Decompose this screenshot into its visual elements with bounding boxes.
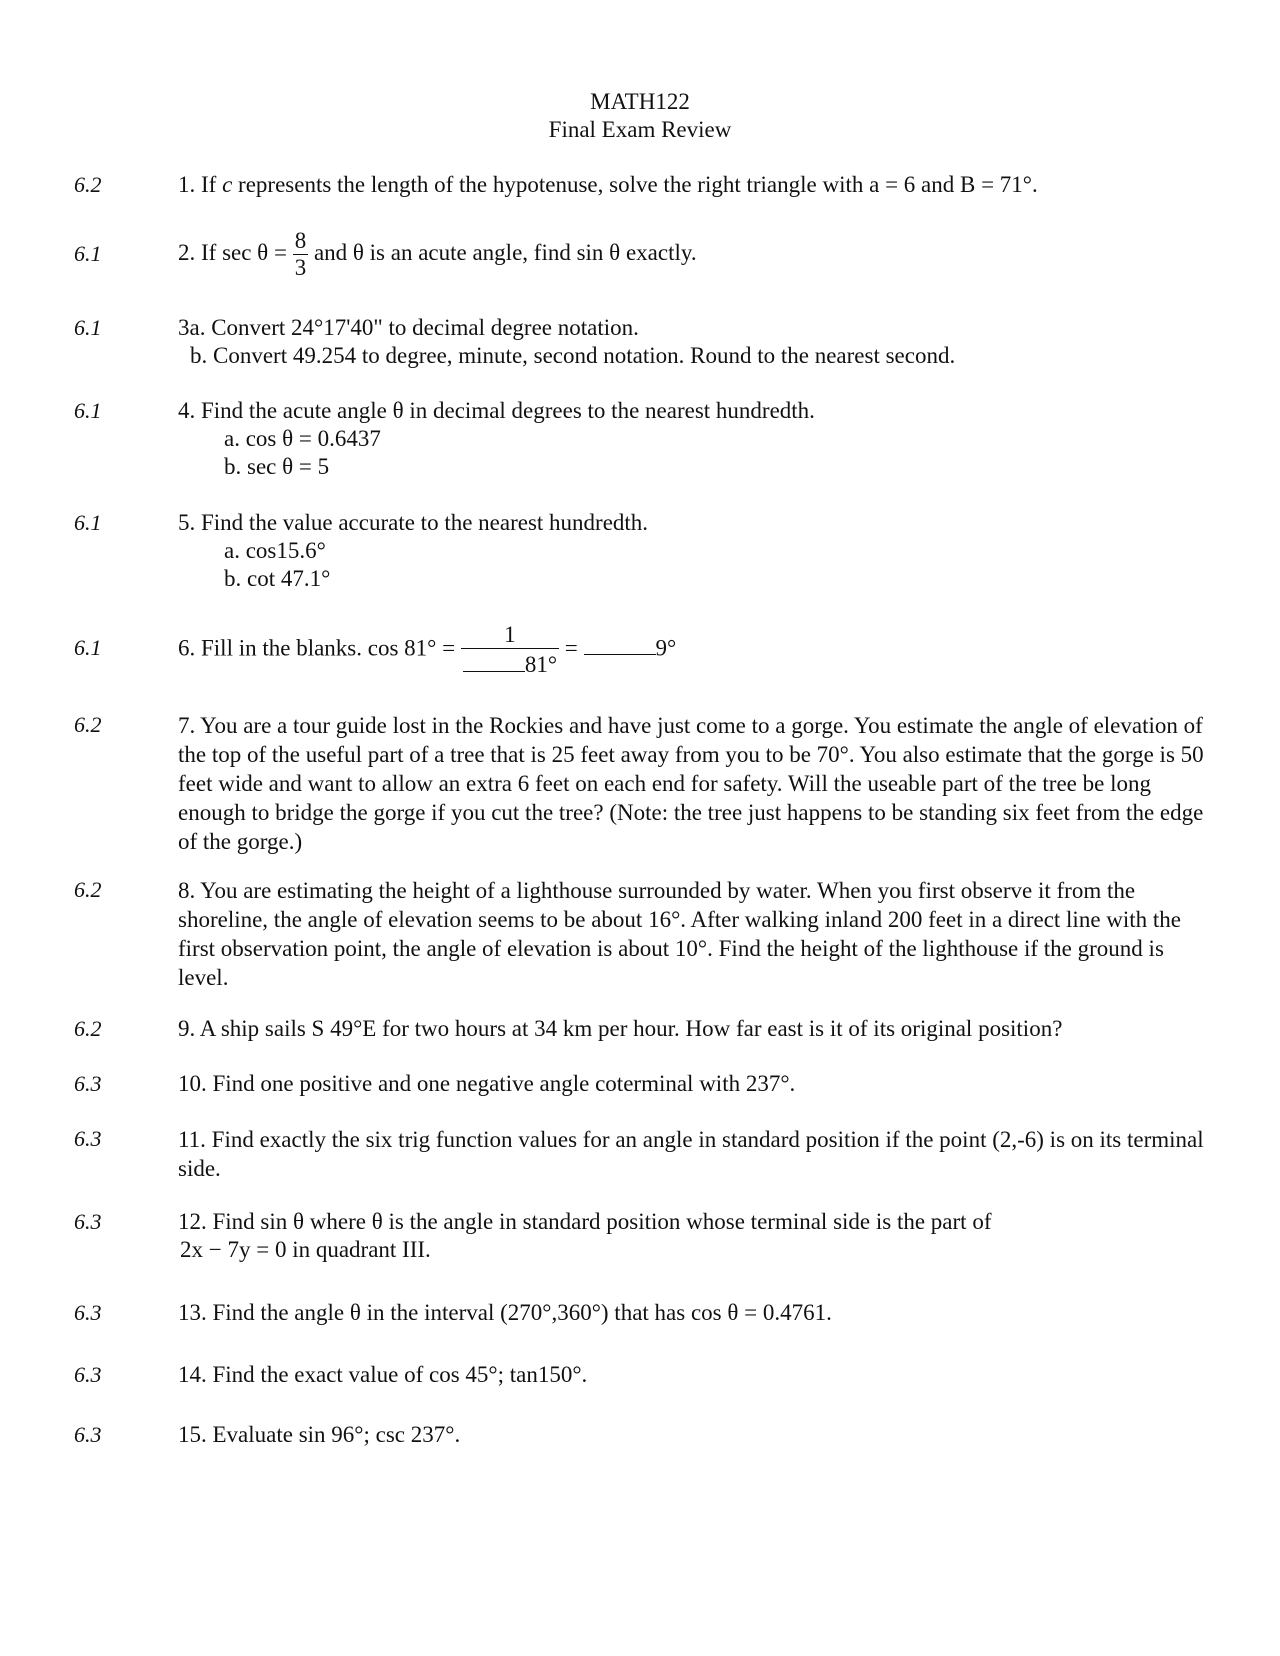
problem-14: 14. Find the exact value of cos 45°; tan150°.	[178, 1362, 588, 1387]
section-label-q4: 6.1	[74, 398, 102, 423]
blank-function	[463, 649, 525, 672]
section-label-q5: 6.1	[74, 510, 102, 535]
problem-8: 8. You are estimating the height of a lighthouse surrounded by water. When you first observe it from the shoreline, the angle of elevation seems to be about 16°. After walking inland 200 feet in a direct line with the first observation point, the angle of elevation is about 10°. Find the height of the lighthouse if the ground is level.	[178, 878, 1182, 990]
problem-9: 9. A ship sails S 49°E for two hours at 34 km per hour. How far east is it of its original position?	[178, 1016, 1063, 1041]
section-label-q10: 6.3	[74, 1071, 102, 1096]
fraction-numerator: 8	[294, 228, 307, 253]
problem-3b: b. Convert 49.254 to degree, minute, second notation. Round to the nearest second.	[190, 343, 956, 368]
problem-5: 5. Find the value accurate to the nearest hundredth.	[178, 510, 649, 535]
problem-12: 12. Find sin θ where θ is the angle in standard position whose terminal side is the part of	[178, 1209, 992, 1234]
problem-4b: b. sec θ = 5	[224, 454, 330, 479]
denominator-angle: 81°	[524, 652, 558, 677]
problem-1-prefix: 1. If	[178, 172, 223, 197]
problem-4: 4. Find the acute angle θ in decimal degrees to the nearest hundredth.	[178, 398, 815, 423]
problem-6	[178, 622, 676, 678]
fraction-denominator: 3	[294, 255, 307, 280]
section-label-q9: 6.2	[74, 1016, 102, 1041]
problem-5b: b. cot 47.1°	[224, 566, 331, 591]
section-label-q11: 6.3	[74, 1126, 102, 1151]
problem-2-prefix: 2. If sec θ =	[178, 239, 293, 265]
problem-12-equation: 2x − 7y = 0 in quadrant III.	[180, 1237, 431, 1262]
course-code: MATH122	[590, 89, 690, 114]
section-label-q2: 6.1	[74, 241, 102, 266]
problem-1	[178, 171, 1038, 199]
problem-1-text: represents the length of the hypotenuse, solve the right triangle with	[232, 172, 870, 197]
problem-2-text: and θ is an acute angle, find sin θ exactly.	[308, 239, 697, 265]
section-label-q3: 6.1	[74, 315, 102, 340]
fill-in-fraction	[461, 622, 559, 678]
section-label-q15: 6.3	[74, 1422, 102, 1447]
fraction-numerator: 1	[461, 622, 559, 649]
section-label-q7: 6.2	[74, 712, 102, 737]
problem-13: 13. Find the angle θ in the interval (270°,360°) that has cos θ = 0.4761.	[178, 1300, 832, 1325]
problem-1-condition: a = 6 and B = 71°.	[869, 172, 1038, 197]
problem-1-variable-c: c	[222, 172, 233, 197]
problem-6-suffix: 9°	[655, 635, 677, 661]
problem-10: 10. Find one positive and one negative angle coterminal with 237°.	[178, 1071, 796, 1096]
blank-function-2	[584, 632, 656, 655]
problem-4a: a. cos θ = 0.6437	[224, 426, 381, 451]
page-title: Final Exam Review	[548, 117, 732, 142]
section-label-q13: 6.3	[74, 1300, 102, 1325]
section-label-q6: 6.1	[74, 635, 102, 660]
problem-15: 15. Evaluate sin 96°; csc 237°.	[178, 1422, 461, 1447]
problem-3a: 3a. Convert 24°17'40" to decimal degree notation.	[178, 315, 639, 340]
problem-7: 7. You are a tour guide lost in the Rockies and have just come to a gorge. You estimate the angle of elevation of the top of the useful part of a tree that is 25 feet away from you to be 70°. You also estimate that the gorge is 50 feet wide and want to allow an extra 6 feet on each end for safety. Will the useable part of the tree be long enough to bridge the gorge if you cut the tree? (Note: the tree just happens to be standing six feet from the edge of the gorge.)	[178, 713, 1204, 854]
problem-2	[178, 228, 697, 281]
section-label-q1: 6.2	[74, 172, 102, 197]
section-label-q14: 6.3	[74, 1362, 102, 1387]
problem-11: 11. Find exactly the six trig function values for an angle in standard position if the point (2,-6) is on its terminal side.	[178, 1127, 1204, 1181]
section-label-q12: 6.3	[74, 1209, 102, 1234]
fraction-8-over-3	[293, 228, 309, 281]
problem-5a: a. cos15.6°	[224, 538, 326, 563]
fraction-denominator	[461, 649, 559, 678]
equals-sign: =	[564, 635, 578, 661]
problem-6-prefix: 6. Fill in the blanks. cos 81° =	[178, 635, 461, 661]
section-label-q8: 6.2	[74, 877, 102, 902]
